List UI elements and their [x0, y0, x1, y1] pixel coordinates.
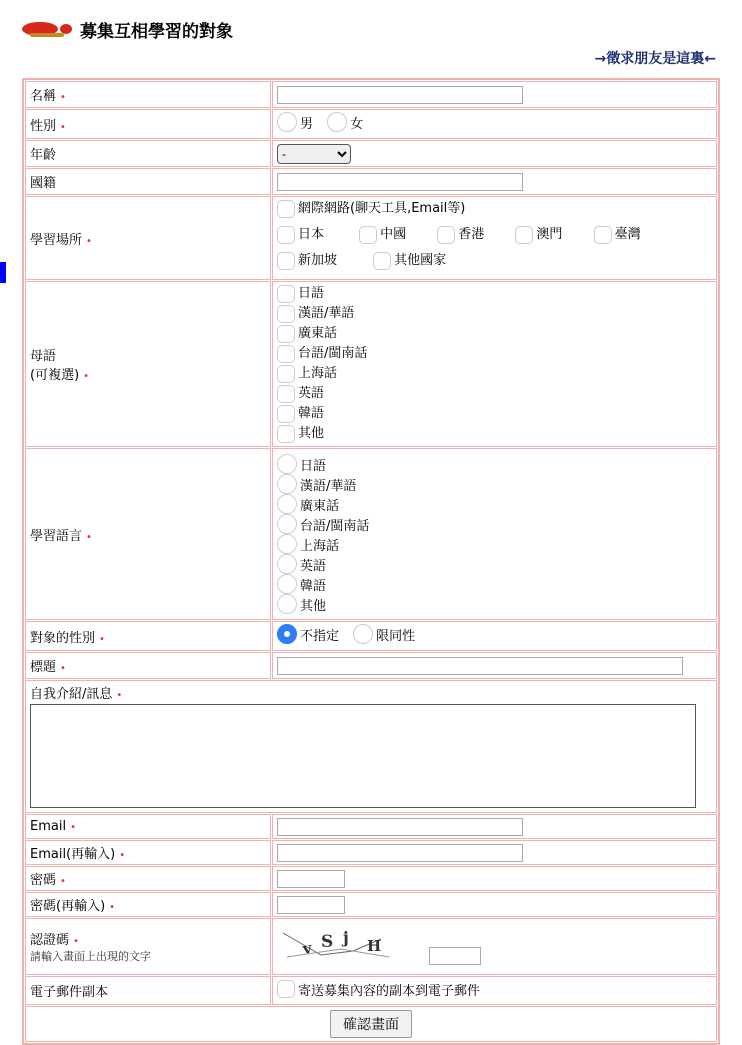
age-select[interactable]: [277, 144, 351, 164]
partner-gender-label: 對象的性別: [30, 630, 96, 646]
study-option[interactable]: 英語: [277, 554, 712, 574]
email-copy-option[interactable]: 寄送募集內容的副本到電子郵件: [277, 979, 480, 999]
required-mark: •: [116, 690, 123, 701]
native-sub-label: (可複選): [30, 368, 80, 383]
place-option-other[interactable]: 其他國家: [373, 251, 446, 271]
partner-gender-any[interactable]: 不指定: [277, 624, 339, 644]
password-label: 密碼: [30, 873, 57, 888]
required-mark: •: [119, 850, 126, 861]
place-option-internet[interactable]: 網際網路(聊天工具,Email等): [277, 199, 465, 219]
place-internet-checkbox[interactable]: [277, 200, 295, 218]
required-mark: •: [60, 92, 66, 103]
required-mark: •: [60, 876, 66, 887]
native-option[interactable]: 上海話: [277, 364, 712, 384]
gender-label: 性別: [30, 118, 57, 134]
page-header: [22, 14, 233, 44]
intro-textarea[interactable]: [30, 704, 696, 808]
study-label: 學習語言: [30, 528, 83, 544]
name-input[interactable]: [277, 86, 523, 104]
email-label: Email: [30, 819, 67, 834]
study-option[interactable]: 上海話: [277, 534, 712, 554]
nationality-label: 國籍: [30, 176, 57, 191]
place-option-taiwan[interactable]: 臺灣: [594, 225, 641, 245]
study-option[interactable]: 韓語: [277, 574, 712, 594]
age-label: 年齡: [30, 148, 57, 163]
captcha-image: [281, 927, 404, 967]
password-input[interactable]: [277, 870, 345, 888]
captcha-input[interactable]: [429, 947, 481, 965]
native-option[interactable]: 韓語: [277, 404, 712, 424]
place-option-macau[interactable]: 澳門: [515, 225, 579, 245]
gender-option-female[interactable]: 女: [327, 112, 363, 132]
svg-text:H: H: [367, 936, 382, 955]
study-option[interactable]: 漢語/華語: [277, 474, 712, 494]
place-option-japan[interactable]: 日本: [277, 225, 345, 245]
native-option[interactable]: 日語: [277, 284, 712, 304]
page-title: 募集互相學習的對象: [80, 21, 233, 42]
subject-input[interactable]: [277, 657, 683, 675]
place-option-china[interactable]: 中國: [359, 225, 423, 245]
required-mark: •: [99, 633, 105, 645]
password-confirm-input[interactable]: [277, 896, 345, 914]
intro-label: 自我介紹/訊息: [30, 687, 113, 702]
recruit-form: [22, 78, 720, 1045]
password-confirm-label: 密碼(再輸入): [30, 899, 106, 914]
captcha-instruction: 請輸入畫面上出現的文字: [30, 950, 151, 963]
native-option[interactable]: 廣東話: [277, 324, 712, 344]
email-copy-checkbox[interactable]: [277, 980, 295, 998]
name-label-cell: [25, 81, 271, 108]
gender-male-radio[interactable]: [277, 112, 297, 132]
subject-label: 標題: [30, 660, 57, 675]
captcha-code: vSjH: [401, 960, 404, 962]
name-label: 名稱: [30, 89, 57, 104]
native-option[interactable]: 漢語/華語: [277, 304, 712, 324]
place-label: 學習場所: [30, 232, 83, 248]
confirm-button[interactable]: 確認畫面: [330, 1010, 412, 1038]
study-option[interactable]: 廣東話: [277, 494, 712, 514]
svg-text:j: j: [343, 927, 349, 947]
native-label: 母語: [30, 349, 57, 364]
captcha-label: 認證碼: [30, 933, 70, 948]
native-option[interactable]: 其他: [277, 424, 712, 444]
required-mark: •: [60, 663, 66, 674]
logo-icon: [22, 18, 76, 40]
required-mark: •: [86, 235, 92, 247]
email-input[interactable]: [277, 818, 523, 836]
required-mark: •: [86, 531, 92, 543]
partner-same-radio[interactable]: [353, 624, 373, 644]
required-mark: •: [83, 371, 90, 382]
study-option[interactable]: 其他: [277, 594, 712, 614]
gender-female-radio[interactable]: [327, 112, 347, 132]
find-friends-link[interactable]: →徵求朋友是這裏←: [594, 51, 716, 67]
partner-gender-same[interactable]: 限同性: [353, 624, 415, 644]
partner-any-radio[interactable]: [277, 624, 297, 644]
place-option-hongkong[interactable]: 香港: [437, 225, 501, 245]
email-confirm-label: Email(再輸入): [30, 847, 116, 862]
study-option[interactable]: 日語: [277, 454, 712, 474]
left-edge-marker: [0, 262, 6, 283]
gender-option-male[interactable]: 男: [277, 112, 313, 132]
svg-text:v: v: [301, 938, 314, 958]
required-mark: •: [70, 822, 76, 833]
email-confirm-input[interactable]: [277, 844, 523, 862]
native-option[interactable]: 英語: [277, 384, 712, 404]
required-mark: •: [60, 121, 66, 133]
email-copy-label: 電子郵件副本: [30, 985, 109, 1000]
svg-text:S: S: [321, 931, 334, 952]
nationality-input[interactable]: [277, 173, 523, 191]
required-mark: •: [109, 902, 116, 913]
place-option-singapore[interactable]: 新加坡: [277, 251, 359, 271]
required-mark: •: [73, 936, 79, 947]
native-option[interactable]: 台語/閩南話: [277, 344, 712, 364]
study-option[interactable]: 台語/閩南話: [277, 514, 712, 534]
